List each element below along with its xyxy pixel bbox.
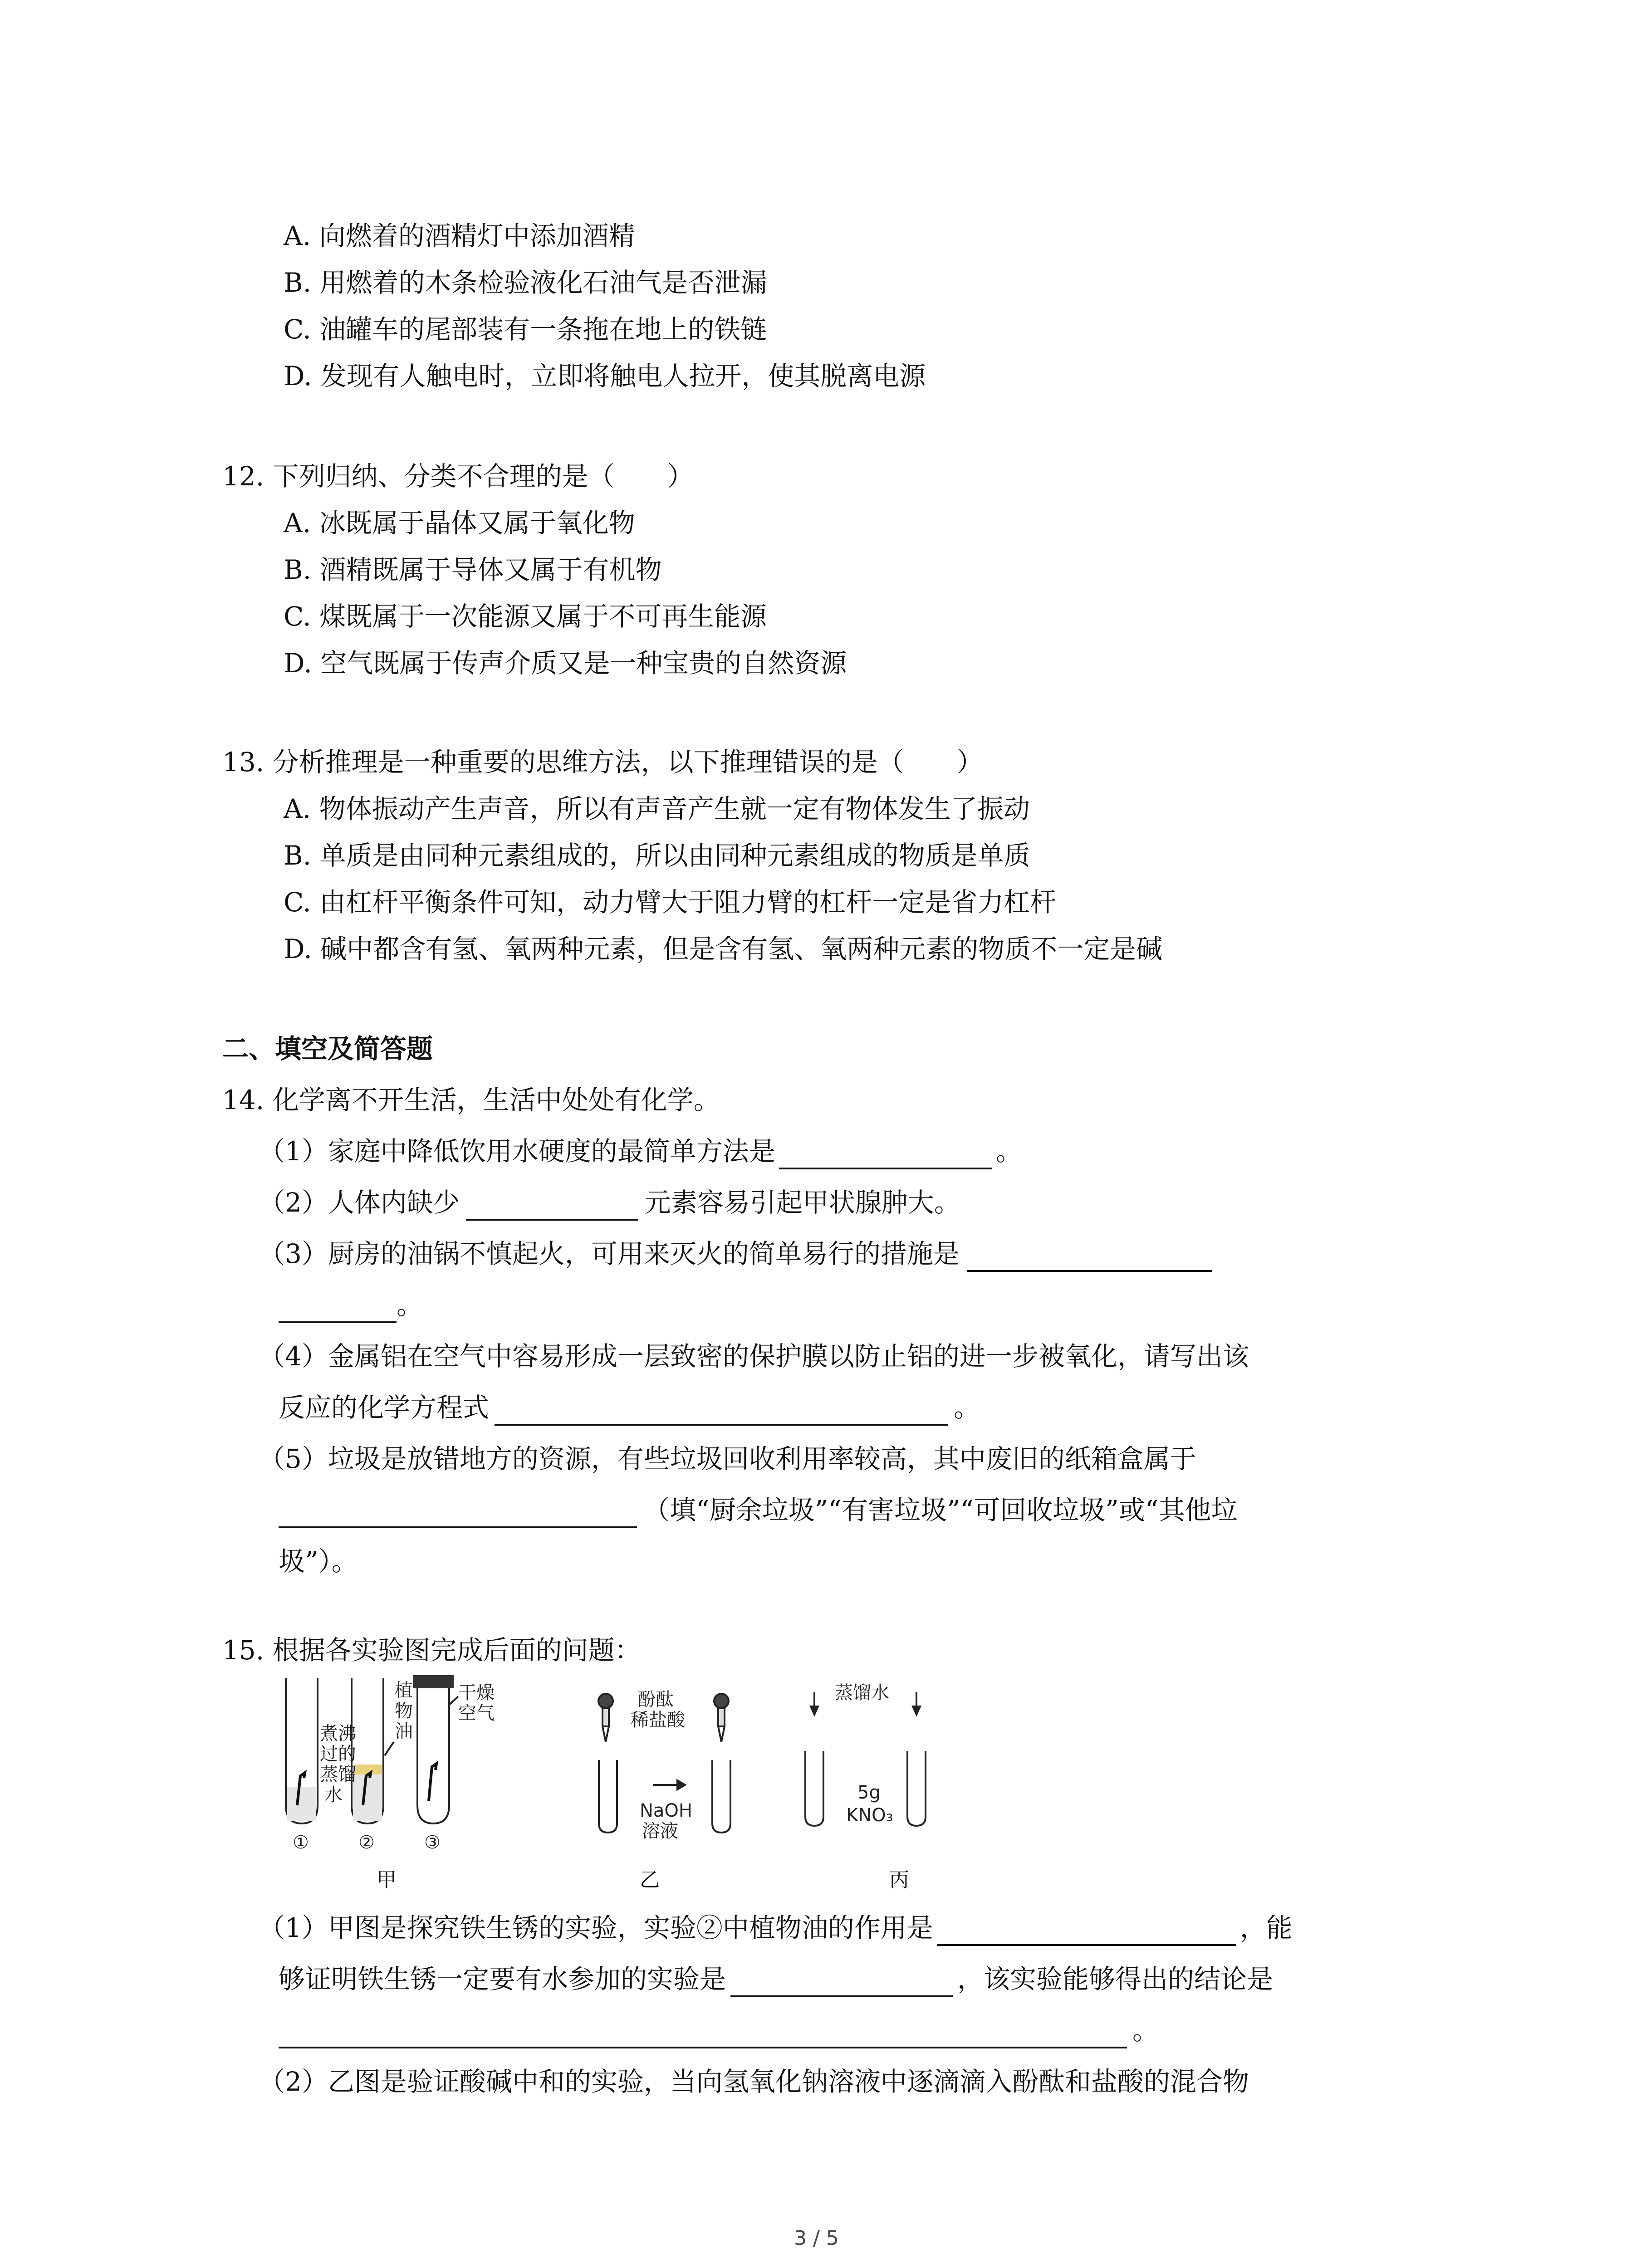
q14-part-2	[259, 1184, 960, 1221]
q14-p4-text: 反应的化学方程式	[279, 1392, 490, 1423]
q14-p2-text: （2）人体内缺少	[259, 1187, 460, 1218]
yi-label-1: 酚酞	[637, 1689, 674, 1710]
q13-stem: 13. 分析推理是一种重要的思维方法，以下推理错误的是（ ）	[222, 747, 983, 777]
q12-option-c: C. 煤既属于一次能源又属于不可再生能源	[284, 601, 767, 632]
q15-p1-answer-blank-3[interactable]	[279, 2019, 1127, 2048]
q14-p4-end: 。	[954, 1392, 980, 1423]
q14-part-4-cont	[279, 1389, 980, 1426]
yi-naoh-2: 溶液	[642, 1821, 678, 1842]
jia-tube-3	[414, 1676, 453, 1823]
jia-tube-1	[286, 1678, 318, 1823]
q14-p1-end: 。	[995, 1136, 1022, 1167]
q13-option-a: A. 物体振动产生声音，所以有声音产生就一定有物体发生了振动	[284, 793, 1030, 824]
q14-p1-answer-blank[interactable]	[779, 1139, 992, 1169]
q14-part-3-cont	[279, 1287, 423, 1323]
q14-p1-text: （1）家庭中降低饮用水硬度的最简单方法是	[259, 1136, 775, 1167]
jia-label-air-1: 干燥	[458, 1682, 495, 1703]
q14-p3-answer-blank[interactable]	[967, 1242, 1212, 1272]
q15-part-1-end	[279, 2012, 1159, 2048]
bing-tube-2	[907, 1751, 926, 1826]
figure-caption-yi: 乙	[640, 1868, 660, 1892]
jia-label-oil-2: 物	[395, 1701, 413, 1721]
jia-label-air-2: 空气	[458, 1703, 495, 1724]
jia-tube-2	[352, 1678, 383, 1823]
q12-stem: 12. 下列归纳、分类不合理的是（ ）	[222, 461, 694, 492]
q14-part-4: （4）金属铝在空气中容易形成一层致密的保护膜以防止铝的进一步被氧化，请写出该	[259, 1341, 1249, 1372]
q14-part-1	[259, 1133, 1022, 1169]
jia-number-1: ①	[293, 1832, 309, 1853]
yi-label-2: 稀盐酸	[631, 1710, 685, 1730]
jia-number-2: ②	[358, 1832, 375, 1853]
q15-p1-text-3: 够证明铁生锈一定要有水参加的实验是	[279, 1964, 726, 1994]
jia-label-boiled-3: 蒸馏	[320, 1764, 356, 1785]
q14-p3-text: （3）厨房的油锅不慎起火，可用来灭火的简单易行的措施是	[259, 1238, 960, 1269]
yi-naoh-1: NaOH	[640, 1800, 692, 1821]
q15-part-2: （2）乙图是验证酸碱中和的实验，当向氢氧化钠溶液中逐滴滴入酚酞和盐酸的混合物	[259, 2066, 1249, 2097]
bing-kno3: KNO₃	[846, 1805, 893, 1826]
yi-tube-2	[712, 1760, 730, 1833]
jia-number-3: ③	[424, 1832, 441, 1853]
q15-part-1-cont	[279, 1961, 1273, 1997]
q14-p5-answer-blank[interactable]	[279, 1498, 637, 1528]
figure-jia	[286, 1676, 458, 1823]
q13-option-b: B. 单质是由同种元素组成的，所以由同种元素组成的物质是单质	[284, 840, 1030, 871]
q15-p1-answer-blank-1[interactable]	[937, 1916, 1236, 1946]
yi-dropper-1	[598, 1694, 613, 1742]
q14-p4-answer-blank[interactable]	[495, 1396, 948, 1426]
q14-part-5-cont	[279, 1492, 1238, 1528]
figure-caption-bing: 丙	[889, 1868, 909, 1892]
q14-part-5-end: 圾”）。	[279, 1546, 358, 1577]
q11-option-b: B. 用燃着的木条检验液化石油气是否泄漏	[284, 267, 767, 298]
page-number: 3 / 5	[794, 2227, 839, 2250]
jia-label-boiled-4: 水	[324, 1784, 343, 1805]
figure-caption-jia: 甲	[377, 1868, 397, 1892]
q13-option-d: D. 碱中都含有氢、氧两种元素，但是含有氢、氧两种元素的物质不一定是碱	[284, 934, 1163, 964]
q11-option-a: A. 向燃着的酒精灯中添加酒精	[284, 220, 635, 251]
bing-mass: 5g	[857, 1782, 881, 1803]
q14-p3-answer-blank-cont[interactable]	[279, 1293, 397, 1323]
q14-p2-answer-blank[interactable]	[466, 1191, 638, 1221]
q15-experiment-figure	[272, 1674, 980, 1864]
q14-part-3	[259, 1236, 1212, 1272]
q12-option-a: A. 冰既属于晶体又属于氧化物	[284, 508, 635, 538]
q12-option-d: D. 空气既属于传声介质又是一种宝贵的自然资源	[284, 648, 847, 679]
q11-option-d: D. 发现有人触电时，立即将触电人拉开，使其脱离电源	[284, 361, 926, 391]
q15-stem: 15. 根据各实验图完成后面的问题：	[222, 1635, 641, 1666]
q13-option-c: C. 由杠杆平衡条件可知，动力臂大于阻力臂的杠杆一定是省力杠杆	[284, 887, 1057, 918]
q12-option-b: B. 酒精既属于导体又属于有机物	[284, 554, 662, 585]
bing-tube-1	[805, 1751, 823, 1826]
q15-part-1	[259, 1910, 1293, 1946]
yi-dropper-2	[714, 1694, 729, 1742]
q14-p5-text: （填“厨余垃圾”“有害垃圾”“可回收垃圾”或“其他垃	[643, 1495, 1238, 1525]
bing-label-water: 蒸馏水	[835, 1682, 889, 1703]
q15-p1-text-4: ，该实验能够得出的结论是	[957, 1964, 1274, 1994]
jia-label-oil-3: 油	[395, 1721, 413, 1742]
q15-p1-answer-blank-2[interactable]	[730, 1967, 953, 1997]
q15-p1-end: 。	[1132, 2015, 1159, 2046]
jia-label-boiled-1: 煮沸	[320, 1723, 356, 1744]
yi-arrow-head	[677, 1780, 685, 1789]
q14-p2-text-end: 元素容易引起甲状腺肿大。	[644, 1187, 960, 1218]
section-title: 二、填空及简答题	[222, 1033, 433, 1064]
q14-stem: 14. 化学离不开生活，生活中处处有化学。	[222, 1085, 720, 1115]
q11-option-c: C. 油罐车的尾部装有一条拖在地上的铁链	[284, 314, 767, 345]
q15-p1-text-2: ，能	[1239, 1912, 1293, 1943]
q14-part-5: （5）垃圾是放错地方的资源，有些垃圾回收利用率较高，其中废旧的纸箱盒属于	[259, 1443, 1196, 1474]
q14-p3-end: 。	[397, 1290, 423, 1320]
jia-label-oil-1: 植	[395, 1680, 413, 1701]
yi-tube-1	[599, 1760, 617, 1833]
jia-label-boiled-2: 过的	[320, 1744, 356, 1765]
q15-p1-text: （1）甲图是探究铁生锈的实验，实验②中植物油的作用是	[259, 1912, 933, 1943]
